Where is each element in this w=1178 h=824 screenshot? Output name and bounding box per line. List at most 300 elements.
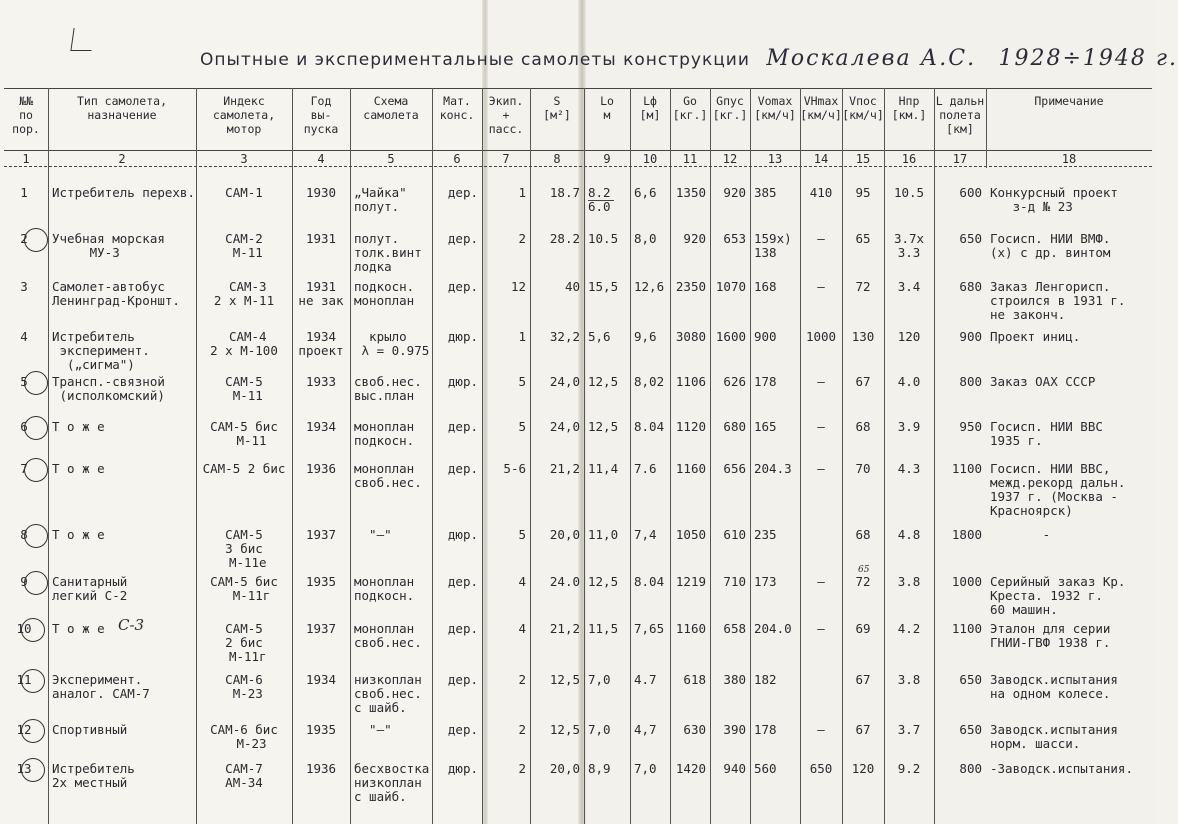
row-12-l: 650: [959, 722, 982, 737]
column-divider: [670, 88, 671, 824]
row-10-lo: 11,5: [588, 621, 619, 636]
row-7-type: Т о ж е: [52, 461, 105, 476]
row-8-mat: дюр.: [447, 527, 478, 542]
row-number: 3: [20, 279, 28, 294]
row-13-s: 20,0: [549, 761, 580, 776]
row-2-scheme: полут. толк.винт лодка: [354, 231, 422, 274]
row-13-crew: 2: [518, 761, 526, 776]
row-8-vpos: 68: [855, 527, 871, 542]
row-8-s: 20,0: [549, 527, 580, 542]
column-header-1: №№ по пор.: [12, 94, 40, 136]
row-8-scheme: "–": [354, 527, 392, 542]
row-11-go: 618: [683, 672, 706, 687]
row-number-circle: [24, 524, 48, 548]
row-1-lo: 8.2 6.0: [588, 185, 611, 214]
annotation-65: 65: [858, 565, 870, 575]
row-13-vo: 560: [754, 761, 777, 776]
column-divider: [630, 88, 631, 824]
column-header-3: Индекс самолета, мотор: [212, 94, 276, 136]
row-7-go: 1160: [675, 461, 706, 476]
row-5-type: Трансп.-связной (исполкомский): [52, 374, 165, 403]
row-5-vh: –: [817, 374, 825, 389]
column-number-17: 17: [952, 152, 968, 166]
row-3-hpr: 3.4: [897, 279, 921, 294]
row-3-mat: дер.: [447, 279, 478, 294]
row-12-crew: 2: [518, 722, 526, 737]
column-header-6: Мат. конс.: [439, 94, 475, 122]
row-3-year: 1931 не зак: [298, 279, 344, 308]
row-12-index: САМ-6 бис М-23: [210, 722, 278, 751]
row-4-note: Проект иниц.: [990, 329, 1081, 344]
column-header-18: Примечание: [1034, 94, 1104, 108]
row-9-vo: 173: [754, 574, 777, 589]
row-7-s: 21,2: [549, 461, 580, 476]
row-10-go: 1160: [675, 621, 706, 636]
column-number-1: 1: [22, 152, 30, 166]
column-header-7: Экип. + пасс.: [488, 94, 524, 136]
column-header-4: Год вы- пуска: [303, 94, 339, 136]
row-10-mat: дер.: [447, 621, 478, 636]
row-5-vo: 178: [754, 374, 777, 389]
row-10-vh: –: [817, 621, 825, 636]
row-11-lo: 7,0: [588, 672, 611, 687]
row-1-gpus: 920: [723, 185, 746, 200]
row-8-lo: 11,0: [588, 527, 619, 542]
row-4-mat: дюр.: [447, 329, 478, 344]
row-9-vpos: 72: [855, 574, 871, 589]
column-header-16: Hпр [км.]: [891, 94, 927, 122]
row-6-type: Т о ж е: [52, 419, 105, 434]
title-designer: Москалева А.С.: [766, 46, 977, 71]
row-3-scheme: подкосн. моноплан: [354, 279, 415, 308]
row-11-vpos: 67: [855, 672, 871, 687]
column-header-2: Тип самолета, назначение: [76, 94, 167, 122]
row-12-lo: 7,0: [588, 722, 611, 737]
column-divider: [482, 88, 483, 824]
column-divider: [884, 88, 885, 824]
row-4-l: 900: [959, 329, 982, 344]
column-header-15: Vпос [км/ч]: [842, 94, 884, 122]
row-3-l: 680: [959, 279, 982, 294]
row-7-hpr: 4.3: [897, 461, 921, 476]
row-13-scheme: бесхвостка низкоплан с шайб.: [354, 761, 430, 804]
row-12-scheme: "–": [354, 722, 392, 737]
column-number-5: 5: [387, 152, 395, 166]
row-1-year: 1930: [305, 185, 337, 200]
row-6-vo: 165: [754, 419, 777, 434]
row-6-note: Госисп. НИИ ВВС 1935 г.: [990, 419, 1103, 448]
row-5-index: САМ-5 М-11: [225, 374, 263, 403]
row-1-scheme: „Чайка" полут.: [354, 185, 407, 214]
row-10-type: Т о ж е: [52, 621, 105, 636]
row-8-lf: 7,4: [634, 527, 657, 542]
row-1-type: Истребитель перехв.: [52, 185, 195, 200]
row-number: 13: [16, 761, 32, 776]
row-7-lf: 7.6: [634, 461, 657, 476]
row-7-lo: 11,4: [588, 461, 619, 476]
row-13-lf: 7,0: [634, 761, 657, 776]
row-10-crew: 4: [518, 621, 526, 636]
row-11-lf: 4.7: [634, 672, 657, 687]
row-8-hpr: 4.8: [897, 527, 921, 542]
row-6-mat: дер.: [447, 419, 478, 434]
column-divider: [710, 88, 711, 824]
row-number: 6: [20, 419, 28, 434]
row-12-vpos: 67: [855, 722, 871, 737]
row-9-go: 1219: [675, 574, 706, 589]
row-10-vo: 204.0: [754, 621, 792, 636]
column-divider: [48, 88, 49, 824]
row-4-vo: 900: [754, 329, 777, 344]
row-7-index: САМ-5 2 бис: [202, 461, 286, 476]
row-11-index: САМ-6 М-23: [225, 672, 263, 701]
row-12-gpus: 390: [723, 722, 746, 737]
row-4-type: Истребитель эксперимент. („сигма"): [52, 329, 150, 372]
row-12-vh: –: [817, 722, 825, 737]
column-number-6: 6: [453, 152, 461, 166]
row-2-year: 1931: [305, 231, 337, 246]
row-12-hpr: 3.7: [897, 722, 921, 737]
row-number-circle: [21, 719, 45, 743]
row-9-lf: 8.04: [634, 574, 665, 589]
column-divider: [584, 88, 585, 824]
row-3-vh: –: [817, 279, 825, 294]
row-10-s: 21,2: [549, 621, 580, 636]
row-7-year: 1936: [305, 461, 337, 476]
row-1-vh: 410: [809, 185, 833, 200]
column-header-13: Vomax [км/ч]: [754, 94, 796, 122]
row-13-vpos: 120: [851, 761, 875, 776]
row-2-vpos: 65: [855, 231, 871, 246]
row-10-scheme: моноплан своб.нес.: [354, 621, 422, 650]
row-1-crew: 1: [518, 185, 526, 200]
row-11-crew: 2: [518, 672, 526, 687]
row-10-lf: 7,65: [634, 621, 665, 636]
row-12-vo: 178: [754, 722, 777, 737]
row-7-mat: дер.: [447, 461, 478, 476]
row-11-hpr: 3.8: [897, 672, 921, 687]
column-divider: [196, 88, 197, 824]
row-5-mat: дюр.: [447, 374, 478, 389]
row-2-vo: 159x) 138: [754, 231, 792, 260]
row-9-index: САМ-5 бис М-11г: [210, 574, 278, 603]
column-number-11: 11: [682, 152, 698, 166]
row-8-go: 1050: [675, 527, 706, 542]
column-divider: [800, 88, 801, 824]
row-13-type: Истребитель 2х местный: [52, 761, 135, 790]
row-6-go: 1120: [675, 419, 706, 434]
row-7-note: Госисп. НИИ ВВС, межд.рекорд дальн. 1937 г. (Москва - Красноярск): [990, 461, 1126, 518]
title-typed: Опытные и экспериментальные самолеты конструкции: [200, 50, 750, 70]
row-4-s: 32,2: [549, 329, 580, 344]
row-13-gpus: 940: [723, 761, 746, 776]
row-5-vpos: 67: [855, 374, 871, 389]
row-8-year: 1937: [305, 527, 337, 542]
row-5-s: 24,0: [549, 374, 580, 389]
row-10-index: САМ-5 2 бис М-11г: [225, 621, 267, 664]
corner-tick-mark: [70, 28, 94, 51]
row-2-lo: 10.5: [588, 231, 619, 246]
header-top-rule: [4, 88, 1152, 89]
column-number-18: 18: [1061, 152, 1077, 166]
row-7-vpos: 70: [855, 461, 871, 476]
row-1-vo: 385: [754, 185, 777, 200]
row-2-go: 920: [683, 231, 706, 246]
row-4-crew: 1: [518, 329, 526, 344]
row-4-year: 1934 проект: [298, 329, 344, 358]
row-13-hpr: 9.2: [897, 761, 921, 776]
row-9-type: Санитарный легкий С-2: [52, 574, 128, 603]
row-9-hpr: 3.8: [897, 574, 921, 589]
row-13-mat: дюр.: [447, 761, 478, 776]
column-number-12: 12: [722, 152, 738, 166]
row-number: 7: [20, 461, 28, 476]
row-11-note: Заводск.испытания на одном колесе.: [990, 672, 1118, 701]
column-header-14: VHmax [км/ч]: [800, 94, 842, 122]
row-2-gpus: 653: [723, 231, 746, 246]
row-6-s: 24,0: [549, 419, 580, 434]
row-6-vh: –: [817, 419, 825, 434]
row-8-l: 1800: [951, 527, 982, 542]
row-8-crew: 5: [518, 527, 526, 542]
row-9-mat: дер.: [447, 574, 478, 589]
row-11-vo: 182: [754, 672, 777, 687]
row-2-l: 650: [959, 231, 982, 246]
row-7-gpus: 656: [723, 461, 746, 476]
row-11-type: Эксперимент. аналог. САМ-7: [52, 672, 150, 701]
row-number-circle: [21, 758, 45, 782]
row-6-lo: 12,5: [588, 419, 619, 434]
row-4-index: САМ-4 2 х М-100: [210, 329, 278, 358]
row-8-note: -: [990, 527, 1051, 542]
row-8-index: САМ-5 3 бис М-11е: [225, 527, 267, 570]
column-number-16: 16: [901, 152, 917, 166]
row-5-scheme: своб.нес. выс.план: [354, 374, 422, 403]
row-6-lf: 8.04: [634, 419, 665, 434]
row-3-lo: 15,5: [588, 279, 619, 294]
column-number-10: 10: [642, 152, 658, 166]
row-4-go: 3080: [675, 329, 706, 344]
row-3-crew: 12: [510, 279, 526, 294]
row-6-hpr: 3.9: [897, 419, 921, 434]
row-1-go: 1350: [675, 185, 706, 200]
row-9-scheme: моноплан подкосн.: [354, 574, 415, 603]
row-7-l: 1100: [951, 461, 982, 476]
column-header-9: Lо м: [600, 94, 614, 122]
column-number-8: 8: [553, 152, 561, 166]
row-2-note: Госисп. НИИ ВМФ. (x) с др. винтом: [990, 231, 1111, 260]
row-12-note: Заводск.испытания норм. шасси.: [990, 722, 1118, 751]
row-2-crew: 2: [518, 231, 526, 246]
colnum-bottom-rule: [4, 166, 1152, 167]
row-9-l: 1000: [951, 574, 982, 589]
row-9-s: 24.0: [549, 574, 580, 589]
row-3-lf: 12,6: [634, 279, 665, 294]
row-6-scheme: моноплан подкосн.: [354, 419, 415, 448]
row-9-year: 1935: [305, 574, 337, 589]
row-6-vpos: 68: [855, 419, 871, 434]
row-number-circle: [24, 416, 48, 440]
row-1-s: 18.7: [549, 185, 580, 200]
row-number: 10: [16, 621, 32, 636]
row-13-go: 1420: [675, 761, 706, 776]
row-5-hpr: 4.0: [897, 374, 921, 389]
row-number-circle: [24, 371, 48, 395]
row-12-type: Спортивный: [52, 722, 128, 737]
row-2-s: 28.2: [549, 231, 580, 246]
column-number-3: 3: [240, 152, 248, 166]
row-13-index: САМ-7 АМ-34: [225, 761, 263, 790]
row-9-note: Серийный заказ Кр. Креста. 1932 г. 60 машин.: [990, 574, 1126, 617]
row-10-note: Эталон для серии ГНИИ-ГВФ 1938 г.: [990, 621, 1111, 650]
row-number: 1: [20, 185, 28, 200]
column-number-2: 2: [118, 152, 126, 166]
row-13-lo: 8,9: [588, 761, 611, 776]
column-number-4: 4: [317, 152, 325, 166]
row-10-year: 1937: [305, 621, 337, 636]
row-5-go: 1106: [675, 374, 706, 389]
row-1-note: Конкурсный проект з-д № 23: [990, 185, 1118, 214]
row-number-circle: [24, 571, 48, 595]
row-number: 11: [16, 672, 32, 687]
row-6-year: 1934: [305, 419, 337, 434]
row-2-mat: дер.: [447, 231, 478, 246]
title-years: 1928÷1948 г.: [998, 46, 1178, 71]
column-divider: [842, 88, 843, 824]
row-number-circle: [21, 618, 45, 642]
row-11-year: 1934: [305, 672, 337, 687]
row-12-year: 1935: [305, 722, 337, 737]
row-8-type: Т о ж е: [52, 527, 105, 542]
row-7-scheme: моноплан своб.нес.: [354, 461, 422, 490]
column-divider: [934, 88, 935, 824]
row-1-mat: дер.: [447, 185, 478, 200]
column-number-9: 9: [603, 152, 611, 166]
column-divider: [750, 88, 751, 824]
row-5-lf: 8,02: [634, 374, 665, 389]
row-5-crew: 5: [518, 374, 526, 389]
column-number-13: 13: [767, 152, 783, 166]
row-4-lf: 9,6: [634, 329, 657, 344]
row-5-year: 1933: [305, 374, 337, 389]
row-4-gpus: 1600: [715, 329, 746, 344]
row-11-mat: дер.: [447, 672, 478, 687]
row-5-gpus: 626: [723, 374, 746, 389]
row-11-scheme: низкоплан своб.нес. с шайб.: [354, 672, 422, 715]
annotation-c3: С-3: [118, 616, 145, 634]
row-number: 8: [20, 527, 28, 542]
row-number-circle: [24, 228, 48, 252]
row-10-l: 1100: [951, 621, 982, 636]
row-11-s: 12,5: [549, 672, 580, 687]
row-12-mat: дер.: [447, 722, 478, 737]
row-13-year: 1936: [305, 761, 337, 776]
row-3-vpos: 72: [855, 279, 871, 294]
row-3-index: САМ-3 2 х М-11: [213, 279, 275, 308]
row-9-vh: –: [817, 574, 825, 589]
row-5-lo: 12,5: [588, 374, 619, 389]
row-6-l: 950: [959, 419, 982, 434]
column-divider: [432, 88, 433, 824]
row-8-vo: 235: [754, 527, 777, 542]
row-4-vh: 1000: [805, 329, 837, 344]
row-number: 12: [16, 722, 32, 737]
row-7-vh: –: [817, 461, 825, 476]
column-header-10: Lф [м]: [639, 94, 661, 122]
row-2-index: САМ-2 М-11: [225, 231, 263, 260]
row-10-gpus: 658: [723, 621, 746, 636]
row-3-note: Заказ Ленгорисп. строился в 1931 г. не законч.: [990, 279, 1126, 322]
column-number-15: 15: [855, 152, 871, 166]
column-header-8: S [м²]: [543, 94, 571, 122]
column-number-14: 14: [813, 152, 829, 166]
row-3-go: 2350: [675, 279, 706, 294]
column-number-7: 7: [502, 152, 510, 166]
row-1-index: САМ-1: [225, 185, 263, 200]
column-header-12: Gпус [кг.]: [712, 94, 748, 122]
row-13-note: -Заводск.испытания.: [990, 761, 1133, 776]
row-11-gpus: 380: [723, 672, 746, 687]
column-header-11: Gо [кг.]: [672, 94, 708, 122]
row-10-hpr: 4.2: [897, 621, 921, 636]
row-4-hpr: 120: [897, 329, 921, 344]
row-4-vpos: 130: [851, 329, 875, 344]
row-8-gpus: 610: [723, 527, 746, 542]
row-12-lf: 4,7: [634, 722, 657, 737]
row-3-s: 40: [564, 279, 580, 294]
row-12-go: 630: [683, 722, 706, 737]
row-number-circle: [24, 458, 48, 482]
row-3-vo: 168: [754, 279, 777, 294]
row-10-vpos: 69: [855, 621, 871, 636]
row-1-vpos: 95: [855, 185, 871, 200]
row-7-vo: 204.3: [754, 461, 792, 476]
row-12-s: 12,5: [549, 722, 580, 737]
row-number-circle: [21, 669, 45, 693]
column-header-5: Схема самолета: [363, 94, 419, 122]
page-title: [200, 46, 1178, 80]
row-5-note: Заказ ОАХ СССР: [990, 374, 1096, 389]
row-5-l: 800: [959, 374, 982, 389]
row-4-scheme: крыло λ = 0.975: [361, 329, 430, 358]
row-1-l: 600: [959, 185, 982, 200]
row-3-gpus: 1070: [715, 279, 746, 294]
fraction-line: [588, 200, 614, 201]
row-1-hpr: 10.5: [893, 185, 925, 200]
row-9-gpus: 710: [723, 574, 746, 589]
row-number: 9: [20, 574, 28, 589]
row-9-lo: 12,5: [588, 574, 619, 589]
row-2-type: Учебная морская МУ-3: [52, 231, 165, 260]
row-2-hpr: 3.7x 3.3: [893, 231, 925, 260]
row-number: 2: [20, 231, 28, 246]
row-3-type: Самолет-автобус Ленинград-Кроншт.: [52, 279, 180, 308]
row-1-lf: 6,6: [634, 185, 657, 200]
row-6-index: САМ-5 бис М-11: [210, 419, 278, 448]
row-9-crew: 4: [518, 574, 526, 589]
header-bottom-rule: [4, 150, 1152, 151]
row-6-gpus: 680: [723, 419, 746, 434]
row-4-lo: 5,6: [588, 329, 611, 344]
column-divider: [350, 88, 351, 824]
row-2-vh: –: [817, 231, 825, 246]
column-header-17: L дальн полета [км]: [935, 94, 985, 136]
row-13-vh: 650: [809, 761, 833, 776]
row-2-lf: 8,0: [634, 231, 657, 246]
row-number: 5: [20, 374, 28, 389]
row-13-l: 800: [959, 761, 982, 776]
column-divider: [292, 88, 293, 824]
